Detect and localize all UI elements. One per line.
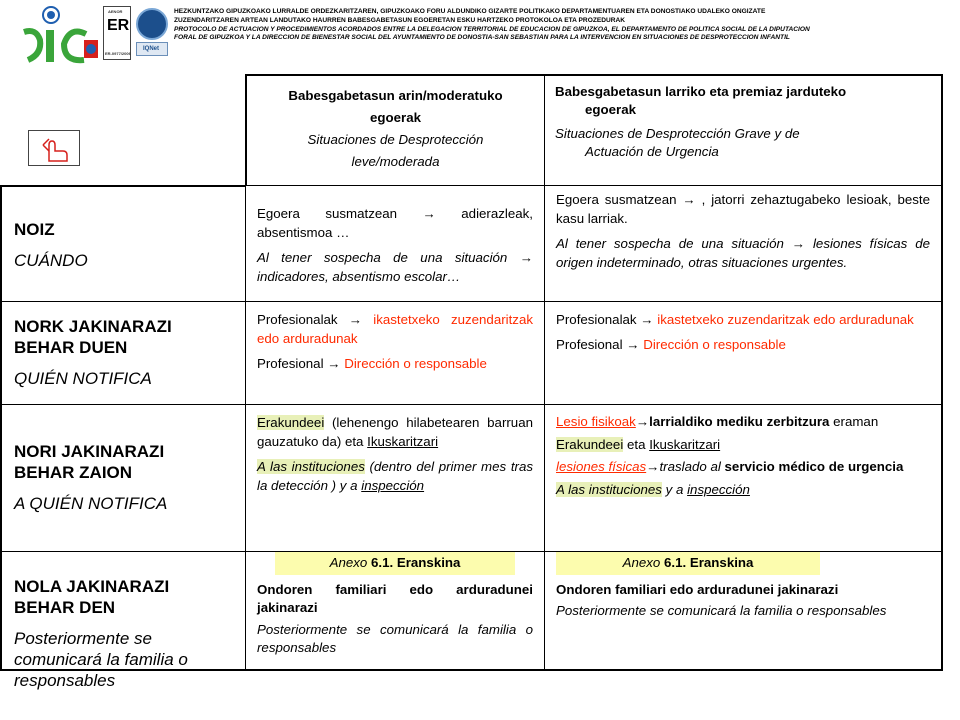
row-head-nola	[0, 551, 246, 690]
nori-grave-es-a: lesiones físicas	[556, 459, 647, 474]
nork-leve-es-b: Dirección o responsable	[344, 356, 487, 371]
header-grave	[544, 74, 943, 186]
header-line-1: HEZKUNTZAKO GIPUZKOAKO LURRALDE ORDEZKARITZAREN, GIPUZKOAKO FORU ALDUNDIKO GIZARTE POLITIKAKO DEPARTAMENTUAREN ETA DONOSTIAKO UDALEKO ONGIZATE	[174, 8, 766, 15]
row-nori-eu-2: BEHAR ZAION	[14, 463, 133, 482]
noiz-grave-eu: Egoera susmatzean → , jatorri zehaztugabeko lesioak, beste kasu larriak.	[556, 192, 930, 226]
row-nori-eu-1: NORI JAKINARAZI	[14, 442, 165, 461]
nori-grave-es-c: servicio médico de urgencia	[724, 459, 904, 474]
anexo-leve-a: Anexo	[329, 555, 368, 570]
row-noiz-eu: NOIZ	[14, 220, 55, 239]
noiz-grave-es: Al tener sospecha de una situación → lesiones físicas de origen indeterminado, otras situaciones urgentes.	[556, 236, 930, 270]
row-noiz-es: CUÁNDO	[14, 251, 88, 270]
nork-grave-eu-a: Profesionalak →	[556, 312, 654, 327]
cell-nola-grave	[544, 551, 943, 671]
header-leve-eu-2: egoerak	[370, 110, 421, 125]
nori-grave-eu-c: eraman	[833, 414, 879, 429]
header-leve-eu-1: Babesgabetasun arin/moderatuko	[288, 88, 503, 103]
nork-grave-eu-b: ikastetxeko zuzendaritzak edo arduradunak	[657, 312, 914, 327]
nori-leve-eu-c: Ikuskaritzari	[367, 434, 439, 449]
noiz-leve-es: Al tener sospecha de una situación → indicadores, absentismo escolar…	[257, 250, 533, 284]
nork-leve-eu-b: ikastetxeko zuzendaritzak edo arduradunak	[257, 312, 533, 346]
nork-grave-es-b: Dirección o responsable	[643, 337, 786, 352]
nork-grave-es-a: Profesional →	[556, 337, 640, 352]
nori-leve-eu-b: (lehenengo hilabetearen barruan gauzatuko da) eta	[257, 415, 533, 449]
header-line-4: FORAL DE GIPUZKOA Y LA DIRECCIÓN DE BIENESTAR SOCIAL DEL AYUNTAMIENTO DE DONOSTIA-SAN SEBASTIÁN PARA LA INTERVENCIÓN EN SITUACIONES DE DESPROTECCIÓN INFANTIL	[174, 34, 790, 42]
anexo-grave-a: Anexo	[622, 555, 661, 570]
nork-leve-es-a: Profesional →	[257, 356, 341, 371]
header-leve-es-2: leve/moderada	[351, 154, 440, 169]
nola-grave-es: Posteriormente se comunicará la familia o responsables	[556, 603, 887, 618]
nori-grave-eu-e: eta	[626, 436, 646, 452]
header-leve-es-1: Situaciones de Desprotección	[307, 132, 484, 147]
header-grave-eu-2: egoerak	[585, 102, 636, 117]
die-logo	[18, 4, 100, 66]
iqnet-label-box: IQNet	[136, 42, 168, 56]
nori-leve-es-a: A las instituciones	[257, 459, 365, 474]
nori-grave-eu-b: →larrialdiko mediku zerbitzura	[635, 414, 830, 429]
cell-nork-grave	[544, 301, 943, 405]
header-text	[174, 8, 954, 43]
nork-leve-eu-a: Profesionalak →	[257, 312, 363, 327]
cell-noiz-grave	[544, 185, 943, 302]
nori-grave-eu-d: Erakundeei	[556, 436, 624, 452]
row-nork-eu-1: NORK JAKINARAZI	[14, 317, 172, 336]
anexo-leve[interactable]	[275, 552, 515, 575]
anexo-leve-b: 6.1. Eranskina	[370, 555, 461, 570]
nori-grave-es-d: A las instituciones	[556, 481, 662, 497]
row-head-nork	[0, 301, 246, 405]
nori-grave-eu-f: Ikuskaritzari	[649, 436, 721, 452]
nori-grave-es-b: →traslado al	[646, 459, 721, 474]
row-nola-eu-2: BEHAR DEN	[14, 598, 116, 617]
row-nori-es: A QUIÉN NOTIFICA	[14, 494, 168, 513]
header-grave-es-2: Actuación de Urgencia	[585, 144, 719, 159]
aenor-logo: AENOR ER ER-0977/2006	[103, 6, 131, 60]
cell-nori-grave	[544, 404, 943, 552]
header-grave-es-1: Situaciones de Desprotección Grave y de	[555, 126, 800, 141]
header-grave-eu-1: Babesgabetasun larriko eta premiaz jarduteko	[555, 84, 847, 99]
nori-grave-es-e: y a	[665, 481, 684, 497]
cell-noiz-leve	[245, 185, 545, 302]
row-nola-eu-1: NOLA JAKINARAZI	[14, 577, 170, 596]
anexo-grave[interactable]	[556, 552, 820, 575]
iqnet-logo	[136, 8, 168, 40]
row-nork-es: QUIÉN NOTIFICA	[14, 369, 152, 388]
hand-pointer-icon[interactable]	[28, 130, 80, 166]
header-leve	[245, 74, 545, 186]
nori-leve-es-c: inspección	[361, 478, 425, 493]
row-nork-eu-2: BEHAR DUEN	[14, 338, 128, 357]
row-head-noiz	[0, 185, 246, 302]
row-head-nori	[0, 404, 246, 552]
cell-nork-leve	[245, 301, 545, 405]
nori-grave-eu-a: Lesio fisikoak	[556, 414, 636, 429]
nori-grave-es-f: inspección	[687, 481, 750, 497]
row-nola-es: Posteriormente se comunicará la familia o responsables	[14, 629, 188, 690]
header-line-3: PROTOCOLO DE ACTUACIÓN Y PROCEDIMIENTOS ACORDADOS ENTRE LA DELEGACIÓN TERRITORIAL DE EDUCACIÓN DE GIPUZKOA, EL DEPARTAMENTO DE POLÍTICA SOCIAL DE LA DIPUTACIÓN	[174, 25, 810, 33]
nori-leve-es-b: (dentro del primer mes tras la detección ) y a	[257, 459, 533, 493]
nori-leve-eu-a: Erakundeei	[257, 415, 325, 430]
cell-nori-leve	[245, 404, 545, 552]
nola-leve-es: Posteriormente se comunicará la familia o responsables	[257, 621, 533, 655]
cell-nola-leve	[245, 551, 545, 671]
nola-leve-eu: Ondoren familiari edo arduradunei jakinarazi	[257, 581, 533, 615]
anexo-grave-b: 6.1. Eranskina	[663, 555, 754, 570]
nola-grave-eu: Ondoren familiari edo arduradunei jakinarazi	[556, 581, 839, 597]
noiz-leve-eu: Egoera susmatzean → adierazleak, absentismoa …	[257, 206, 533, 240]
header-line-2: ZUZENDARITZAREN ARTEAN LANDUTAKO HAURREN BABESGABETASUN EGOERETAN ESKU HARTZEKO PROTOKOLOA ETA PROZEDURAK	[174, 16, 626, 24]
